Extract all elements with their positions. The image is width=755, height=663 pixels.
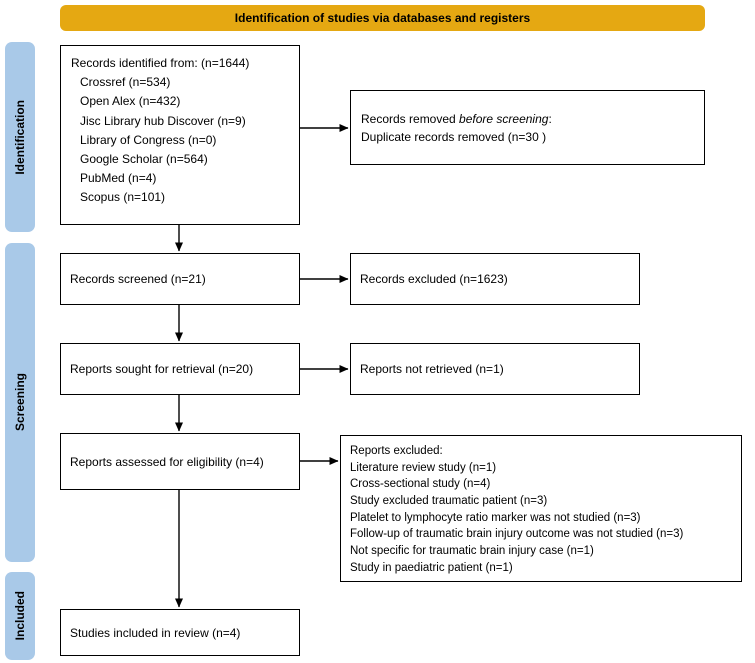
box-records-excluded: Records excluded (n=1623) [350, 253, 640, 305]
records-removed-suffix: : [548, 111, 552, 126]
exclusion-reason-5: Follow-up of traumatic brain injury outcome was not studied (n=3) [350, 528, 684, 541]
source-item-pubmed: PubMed (n=4) [80, 171, 157, 186]
source-item-library-of-congress: Library of Congress (n=0) [80, 132, 217, 147]
records-removed-line2: Duplicate records removed (n=30 ) [361, 129, 547, 144]
box-reports-not-retrieved: Reports not retrieved (n=1) [350, 343, 640, 395]
reports-excluded-title: Reports excluded: [350, 445, 443, 457]
stage-included-text: Included [13, 591, 27, 641]
source-item-jisc: Jisc Library hub Discover (n=9) [80, 113, 246, 128]
exclusion-reason-7: Study in paediatric patient (n=1) [350, 561, 513, 574]
stage-screening-text: Screening [13, 373, 27, 432]
exclusion-reason-3: Study excluded traumatic patient (n=3) [350, 495, 548, 508]
exclusion-reason-2: Cross-sectional study (n=4) [350, 478, 491, 491]
source-item-openalex: Open Alex (n=432) [80, 94, 181, 109]
banner-title: Identification of studies via databases and registers [60, 5, 705, 31]
source-item-google-scholar: Google Scholar (n=564) [80, 151, 208, 166]
records-removed-prefix: Records removed [361, 111, 460, 126]
records-removed-line1 [361, 110, 694, 128]
box-records-screened: Records screened (n=21) [60, 253, 300, 305]
box-records-removed [350, 90, 705, 165]
box-reports-sought: Reports sought for retrieval (n=20) [60, 343, 300, 395]
box-records-identified [60, 45, 300, 225]
box-reports-assessed: Reports assessed for eligibility (n=4) [60, 433, 300, 490]
exclusion-reason-6: Not specific for traumatic brain injury case (n=1) [350, 545, 594, 558]
exclusion-reason-1: Literature review study (n=1) [350, 461, 497, 474]
source-item-crossref: Crossref (n=534) [80, 75, 171, 90]
box-reports-excluded [340, 435, 742, 582]
records-identified-list [71, 73, 289, 207]
stage-label-screening [5, 243, 35, 562]
stage-identification-text: Identification [13, 99, 27, 175]
source-item-scopus: Scopus (n=101) [80, 190, 166, 205]
box-studies-included: Studies included in review (n=4) [60, 609, 300, 656]
stage-label-included [5, 572, 35, 660]
exclusion-reason-4: Platelet to lymphocyte ratio marker was not studied (n=3) [350, 511, 641, 524]
stage-label-identification [5, 42, 35, 232]
records-removed-italic: before screening [459, 111, 549, 126]
records-identified-title: Records identified from: (n=1644) [71, 56, 250, 70]
